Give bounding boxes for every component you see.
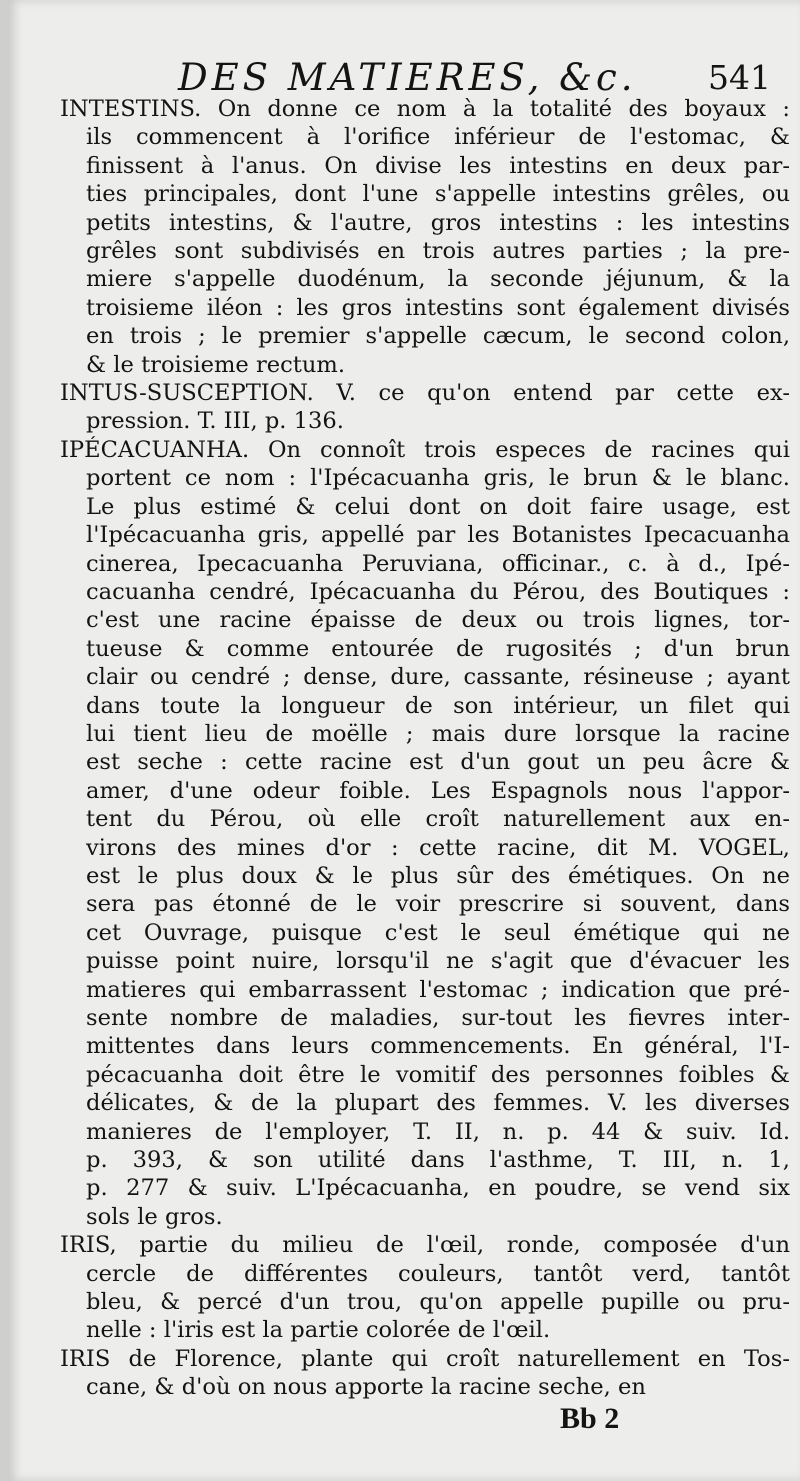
entry-line: puisse point nuire, lorsqu'il ne s'agit que d'évacuer les [86, 948, 790, 975]
entry-line: finissent à l'anus. On divise les intestins en deux par- [86, 152, 790, 179]
entry-line: ils commencent à l'orifice inférieur de l'estomac, & [86, 124, 790, 151]
entry-line: lui tient lieu de moëlle ; mais dure lorsque la racine [86, 720, 790, 747]
entry-line: IPÉCACUANHA. On connoît trois especes de racines qui [60, 436, 790, 463]
entry-line: sols le gros. [86, 1203, 223, 1230]
entry-line: miere s'appelle duodénum, la seconde jéjunum, & la [86, 266, 790, 293]
entry-line: délicates, & de la plupart des femmes. V. les diverses [86, 1090, 790, 1117]
entry-line: matieres qui embarrassent l'estomac ; indication que pré- [86, 976, 790, 1003]
index-entry-iris [60, 1231, 790, 1345]
entry-line: bleu, & percé d'un trou, qu'on appelle pupille ou pru- [86, 1289, 790, 1316]
entry-line: tueuse & comme entourée de rugosités ; d'un brun [86, 635, 790, 662]
entry-line: troisieme iléon : les gros intestins sont également divisés [86, 294, 790, 321]
entry-line: tent du Pérou, où elle croît naturellement aux en- [86, 806, 790, 833]
entry-line: cacuanha cendré, Ipécacuanha du Pérou, des Boutiques : [86, 578, 790, 605]
entry-line: pécacuanha doit être le vomitif des personnes foibles & [86, 1061, 790, 1088]
entry-line: amer, d'une odeur foible. Les Espagnols nous l'appor- [86, 777, 790, 804]
page-number: 541 [708, 58, 771, 97]
entry-line: cercle de différentes couleurs, tantôt verd, tantôt [86, 1260, 790, 1287]
entry-line: ties principales, dont l'une s'appelle intestins grêles, ou [86, 181, 790, 208]
index-entry-ipecacuanha [60, 436, 790, 1231]
index-entry-iris-de-florence [60, 1345, 790, 1402]
entry-line: & le troisieme rectum. [86, 351, 346, 378]
entry-line: cinerea, Ipecacuanha Peruviana, officinar., c. à d., Ipé- [86, 550, 790, 577]
entry-line: INTESTINS. On donne ce nom à la totalité des boyaux : [60, 96, 790, 122]
entry-line: petits intestins, & l'autre, gros intestins : les intestins [86, 209, 790, 236]
signature-mark: Bb 2 [560, 1402, 620, 1435]
entry-line: nelle : l'iris est la partie colorée de l'œil. [86, 1317, 551, 1344]
entry-line: pression. T. III, p. 136. [86, 408, 344, 435]
entry-line: Le plus estimé & celui dont on doit faire usage, est [86, 493, 790, 520]
entry-line: est le plus doux & le plus sûr des émétiques. On ne [86, 862, 790, 889]
entry-line: grêles sont subdivisés en trois autres parties ; la pre- [86, 238, 790, 265]
running-header [178, 52, 778, 100]
index-entry-intestins [60, 95, 790, 379]
entry-line: sente nombre de maladies, sur-tout les fievres inter- [86, 1005, 790, 1031]
entry-line: en trois ; le premier s'appelle cæcum, le second colon, [86, 323, 790, 350]
entry-line: l'Ipécacuanha gris, appellé par les Botanistes Ipecacuanha [86, 522, 790, 549]
index-entry-intus-susception [60, 379, 790, 436]
entry-line: portent ce nom : l'Ipécacuanha gris, le brun & le blanc. [86, 465, 790, 492]
entry-line: cane, & d'où on nous apporte la racine seche, en [86, 1374, 646, 1401]
entry-line: dans toute la longueur de son intérieur, un filet qui [86, 692, 790, 719]
header-title: DES MATIERES, &c. [178, 56, 637, 99]
entry-line: cet Ouvrage, puisque c'est le seul émétique qui ne [86, 919, 790, 946]
index-body [60, 95, 790, 1402]
entry-line: p. 393, & son utilité dans l'asthme, T. III, n. 1, [86, 1147, 790, 1174]
entry-line: virons des mines d'or : cette racine, dit M. VOGEL, [86, 834, 790, 861]
entry-line: sera pas étonné de le voir prescrire si souvent, dans [86, 891, 790, 918]
entry-line: manieres de l'employer, T. II, n. p. 44 & suiv. Id. [86, 1118, 790, 1145]
entry-line: mittentes dans leurs commencements. En général, l'I- [86, 1033, 790, 1060]
book-page [8, 0, 800, 1481]
entry-line: IRIS de Florence, plante qui croît naturellement en Tos- [60, 1345, 790, 1372]
entry-line: clair ou cendré ; dense, dure, cassante, résineuse ; ayant [86, 664, 790, 691]
entry-line: est seche : cette racine est d'un gout un peu âcre & [86, 749, 790, 776]
entry-line: IRIS, partie du milieu de l'œil, ronde, composée d'un [60, 1232, 790, 1259]
entry-line: INTUS-SUSCEPTION. V. ce qu'on entend par cette ex- [60, 380, 790, 407]
entry-line: c'est une racine épaisse de deux ou trois lignes, tor- [86, 607, 790, 634]
entry-line: p. 277 & suiv. L'Ipécacuanha, en poudre, se vend six [86, 1175, 790, 1202]
